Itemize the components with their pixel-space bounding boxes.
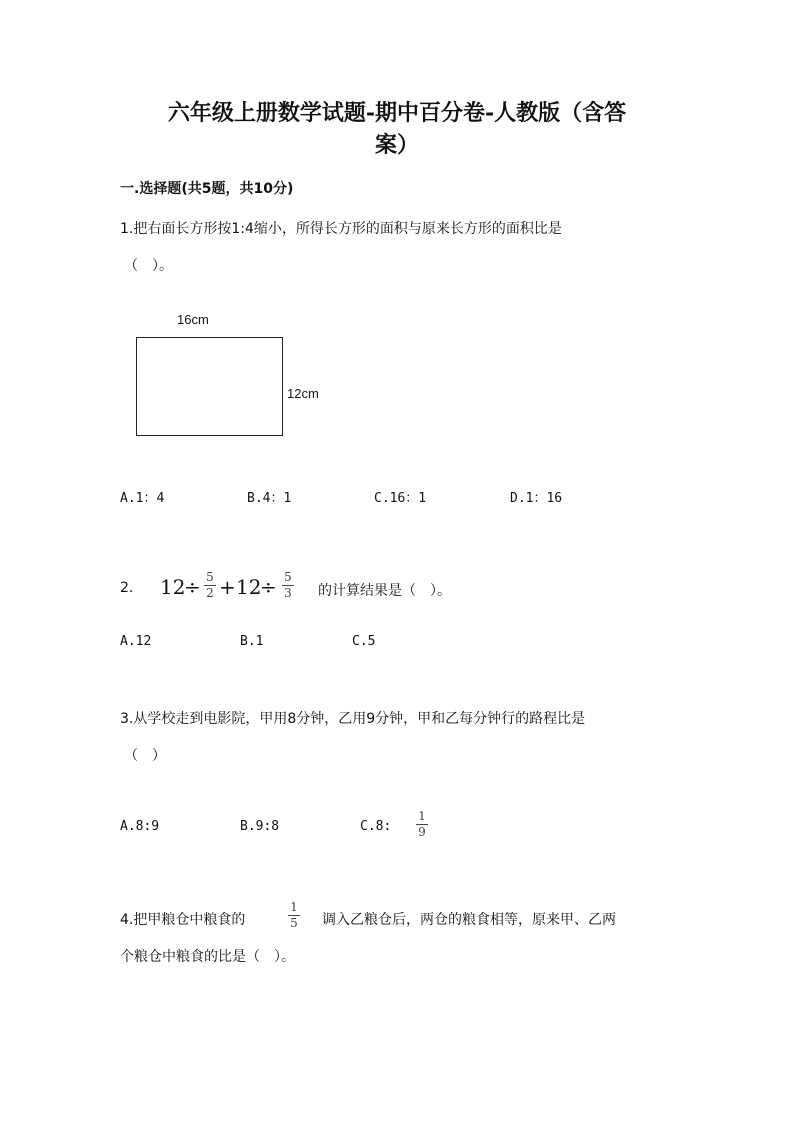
q3-option-b: B.9:8: [240, 819, 280, 834]
fraction-denominator: 3: [284, 586, 292, 600]
q2-option-a: A.12: [120, 634, 152, 649]
question-2-number: 2.: [120, 580, 134, 596]
question-3-blank: （ ）: [124, 748, 166, 764]
q2-option-c: C.5: [352, 634, 376, 649]
q3-option-c-fraction: [416, 810, 428, 839]
fraction-denominator: 2: [206, 586, 214, 600]
expr-fraction-5-3: [282, 571, 294, 600]
fraction-denominator: 5: [290, 916, 298, 930]
q3-option-a: A.8:9: [120, 819, 160, 834]
fraction-numerator: 1: [418, 809, 426, 823]
question-1-blank: （ ）。: [124, 258, 173, 274]
section-heading: 一.选择题(共5题，共10分): [120, 181, 294, 197]
q2-option-b: B.1: [240, 634, 264, 649]
figure-width-label: 16cm: [177, 312, 209, 327]
q1-option-a: A.1：4: [120, 491, 165, 506]
page-title-line-2: 案）: [374, 132, 419, 158]
expr-term-12-b: 12: [236, 575, 262, 599]
q3-option-c: C.8:: [360, 819, 392, 834]
expr-term-12-a: 12: [160, 575, 186, 599]
q1-option-c: C.16：1: [374, 491, 427, 506]
question-4-fraction: [288, 901, 300, 930]
figure-height-label: 12cm: [287, 386, 319, 401]
question-4-text-after: 调入乙粮仓后，两仓的粮食相等，原来甲、乙两: [322, 912, 616, 928]
expr-plus-sign: +: [219, 575, 236, 599]
question-4-text-before: 4.把甲粮仓中粮食的: [120, 912, 246, 928]
page-title-line-1: 六年级上册数学试题-期中百分卷-人教版（含答: [167, 100, 627, 126]
question-1-text: 1.把右面长方形按1:4缩小，所得长方形的面积与原来长方形的面积比是: [120, 221, 562, 237]
fraction-numerator: 5: [206, 570, 214, 584]
question-4-text-line-2: 个粮仓中粮食的比是（ ）。: [120, 949, 295, 965]
fraction-denominator: 9: [418, 825, 426, 839]
question-2-text: 的计算结果是（ ）。: [318, 583, 451, 599]
question-3-text: 3.从学校走到电影院，甲用8分钟，乙用9分钟，甲和乙每分钟行的路程比是: [120, 711, 586, 727]
expr-divide-sign-2: ÷: [260, 575, 277, 599]
rectangle-figure: [136, 337, 283, 436]
fraction-numerator: 1: [290, 900, 298, 914]
q1-option-d: D.1：16: [510, 491, 563, 506]
q1-option-b: B.4：1: [247, 491, 292, 506]
fraction-numerator: 5: [284, 570, 292, 584]
expr-divide-sign: ÷: [184, 575, 201, 599]
expr-fraction-5-2: [204, 571, 216, 600]
